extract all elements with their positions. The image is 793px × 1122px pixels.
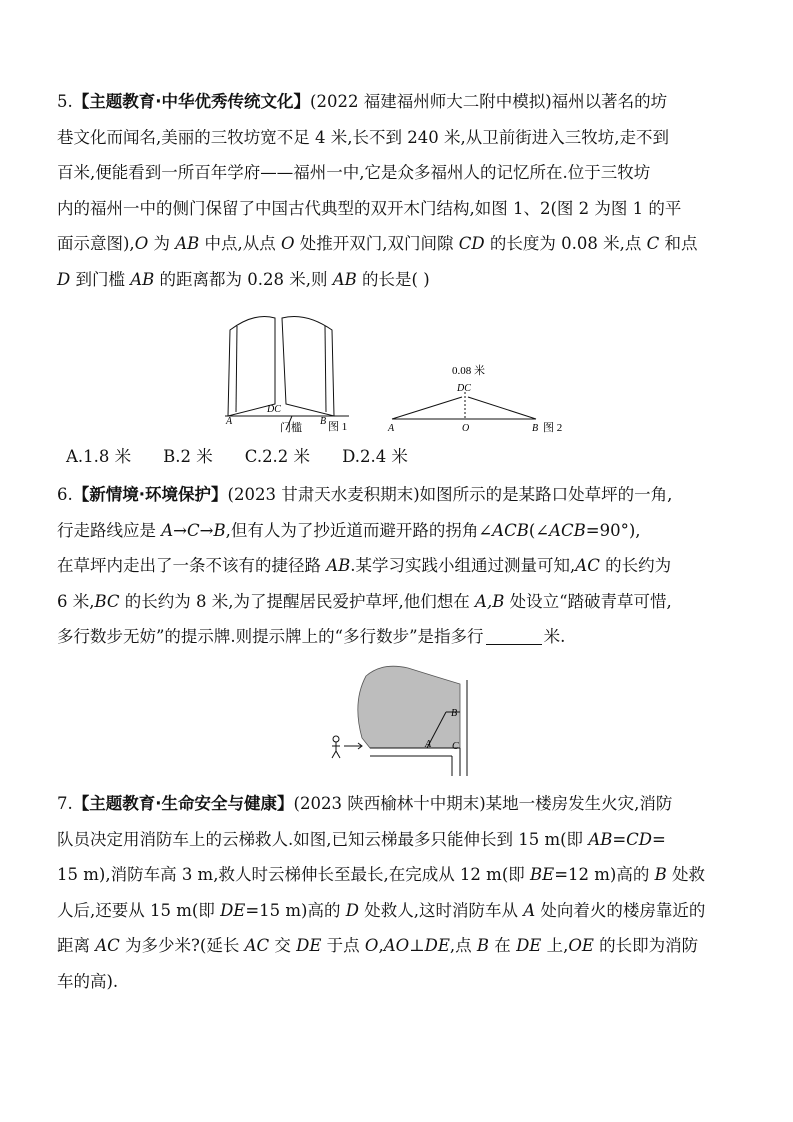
q7-var: DE bbox=[296, 936, 322, 955]
fig2-caption: 图 2 bbox=[543, 422, 563, 434]
fig2-label-gap: 0.08 米 bbox=[452, 365, 485, 377]
q6-text: 如图所示的是某路口处草坪的一角, bbox=[419, 485, 673, 504]
q7-var: O bbox=[364, 936, 379, 955]
fig1-caption: 图 1 bbox=[328, 421, 348, 433]
q7-text: =12 m)高的 bbox=[554, 865, 655, 884]
q7-text: 于点 bbox=[321, 936, 365, 955]
q5-text: 和点 bbox=[659, 234, 698, 253]
q5-var: AB bbox=[175, 234, 200, 253]
q6-source: (2023 甘肃天水麦积期末) bbox=[227, 485, 420, 504]
q5-option-d[interactable]: D.2.4 米 bbox=[342, 447, 408, 466]
q7-var: DE bbox=[220, 900, 246, 920]
q7-text: =15 m)高的 bbox=[245, 900, 346, 920]
q6-fig-label-c: C bbox=[452, 741, 459, 752]
q5-text: 福州以著名的坊 bbox=[551, 92, 668, 111]
q6-number: 6. bbox=[57, 485, 73, 504]
q5-figure-1 bbox=[222, 308, 362, 438]
q7-text: , bbox=[378, 936, 384, 955]
q7-text: 某地一楼房发生火灾,消防 bbox=[485, 794, 673, 813]
q5-text: 到门槛 bbox=[70, 269, 131, 289]
fig2-label-dc: DC bbox=[457, 383, 471, 394]
q5-var: O bbox=[281, 234, 295, 253]
q5-line-2: 巷文化而闻名,美丽的三牧坊宽不足 4 米,长不到 240 米,从卫前街进入三牧坊,走不到 bbox=[57, 127, 669, 147]
q6-text: =90°), bbox=[585, 520, 641, 540]
q6-line-5 bbox=[57, 619, 739, 655]
q6-text: 多行数步无妨”的提示牌.则提示牌上的“多行数步”是指多行 bbox=[57, 627, 484, 646]
q7-var: AC bbox=[95, 936, 120, 955]
q6-text: (∠ bbox=[528, 520, 550, 540]
q5-var: AB bbox=[130, 269, 155, 289]
q5-text: 中点,从点 bbox=[199, 234, 282, 253]
q7-var: BE bbox=[530, 865, 555, 884]
q7-text: 交 bbox=[269, 936, 297, 955]
q7-var: A bbox=[523, 900, 536, 920]
fig2-label-b: B bbox=[532, 423, 539, 434]
q6-var: A,B bbox=[475, 591, 505, 611]
q7-var: AB=CD= bbox=[588, 829, 666, 849]
q7-text: 为多少米?(延长 bbox=[119, 936, 245, 955]
q7-var: OE bbox=[568, 936, 594, 955]
q5-option-b[interactable]: B.2 米 bbox=[163, 447, 213, 466]
q5-var: D bbox=[57, 269, 71, 289]
q6-var: BC bbox=[94, 591, 120, 611]
q6-text: 的长约为 8 米,为了提醒居民爱护草坪,他们想在 bbox=[119, 591, 476, 611]
q6-text: 的长约为 bbox=[599, 556, 672, 575]
q5-line-6 bbox=[57, 262, 739, 298]
q6-var: AB bbox=[326, 556, 351, 575]
fig1-label-dc: DC bbox=[267, 404, 281, 415]
q7-line-4 bbox=[57, 893, 739, 929]
q5-line-4: 内的福州一中的侧门保留了中国古代典型的双开木门结构,如图 1、2(图 2 为图 1 的平 bbox=[57, 198, 682, 218]
q5-text: 处推开双门,双门间隙 bbox=[294, 234, 459, 253]
q7-source: (2023 陕西榆林十中期末) bbox=[293, 794, 486, 813]
q5-text: 的长度为 0.08 米,点 bbox=[484, 234, 647, 253]
q6-text: 6 米, bbox=[57, 591, 95, 611]
q7-var: B bbox=[654, 865, 667, 884]
fig2-label-o: O bbox=[462, 423, 470, 434]
q7-var: AO⊥DE bbox=[383, 936, 450, 955]
q5-line-3: 百米,便能看到一所百年学府——福州一中,它是众多福州人的记忆所在.位于三牧坊 bbox=[57, 163, 651, 182]
q7-text: 15 m),消防车高 3 m,救人时云梯伸长至最长,在完成从 12 m(即 bbox=[57, 865, 531, 884]
q5-text: 的长是( ) bbox=[356, 269, 430, 289]
q7-var: DE bbox=[516, 936, 542, 955]
q7-tag: 【主题教育·生命安全与健康】 bbox=[72, 794, 294, 813]
q6-var: ACB bbox=[492, 520, 529, 540]
q6-figure bbox=[322, 662, 482, 780]
q5-option-a[interactable]: A.1.8 米 bbox=[66, 447, 132, 466]
q5-var: C bbox=[646, 234, 660, 253]
q6-var: ACB bbox=[549, 520, 586, 540]
q5-line-1 bbox=[57, 84, 739, 120]
q6-var: AC bbox=[575, 556, 600, 575]
q7-line-2 bbox=[57, 822, 739, 858]
q5-text: 的距离都为 0.28 米,则 bbox=[154, 269, 333, 289]
q6-tag: 【新情境·环境保护】 bbox=[72, 485, 228, 504]
q5-option-c[interactable]: C.2.2 米 bbox=[244, 447, 311, 466]
q5-var: AB bbox=[332, 269, 357, 289]
question-6 bbox=[57, 477, 739, 655]
q5-figure-2 bbox=[384, 362, 574, 438]
q6-text: 行走路线应是 bbox=[57, 520, 162, 540]
question-5 bbox=[57, 84, 739, 297]
q5-tag: 【主题教育·中华优秀传统文化】 bbox=[72, 92, 311, 111]
q7-var: AC bbox=[244, 936, 270, 955]
q7-text: 人后,还要从 15 m(即 bbox=[57, 900, 221, 920]
q7-line-1 bbox=[57, 786, 739, 822]
q7-line-5 bbox=[57, 928, 739, 964]
q7-text: 队员决定用消防车上的云梯救人.如图,已知云梯最多只能伸长到 15 m(即 bbox=[57, 829, 589, 849]
q6-line-3 bbox=[57, 548, 739, 584]
q7-line-6: 车的高). bbox=[57, 971, 119, 991]
q5-var: O bbox=[134, 234, 149, 253]
q5-text: 面示意图), bbox=[57, 234, 135, 253]
q6-fig-label-a: A bbox=[425, 739, 432, 750]
q5-number: 5. bbox=[57, 92, 73, 111]
q6-var: A→C→B bbox=[161, 520, 226, 540]
q6-text: ,但有人为了抄近道而避开路的拐角∠ bbox=[225, 520, 493, 540]
q5-text: 为 bbox=[148, 234, 176, 253]
q5-options bbox=[66, 439, 748, 475]
q7-line-3 bbox=[57, 857, 739, 893]
q6-line-1 bbox=[57, 477, 739, 513]
q7-text: 处救人,这时消防车从 bbox=[358, 900, 524, 920]
q5-line-5 bbox=[57, 226, 739, 262]
q6-line-2 bbox=[57, 513, 739, 549]
question-7 bbox=[57, 786, 739, 999]
q6-text: .某学习实践小组通过测量可知, bbox=[350, 556, 576, 575]
q6-text: 处设立“踏破青草可惜, bbox=[504, 591, 672, 611]
q7-text: 距离 bbox=[57, 936, 96, 955]
q6-line-4 bbox=[57, 584, 739, 620]
q5-var: CD bbox=[458, 234, 485, 253]
q7-text: 的长即为消防 bbox=[593, 936, 699, 955]
fig2-label-a: A bbox=[388, 423, 395, 434]
q7-var: D bbox=[345, 900, 359, 920]
q5-source: (2022 福建福州师大二附中模拟) bbox=[310, 92, 552, 111]
fig1-label-a: A bbox=[226, 416, 233, 427]
q6-answer-blank[interactable] bbox=[486, 626, 542, 645]
q6-text: 米. bbox=[543, 627, 566, 646]
q7-text: 上, bbox=[541, 936, 569, 955]
q7-text: 处救 bbox=[666, 865, 705, 884]
q7-var: B bbox=[476, 936, 490, 955]
q7-text: 在 bbox=[489, 936, 517, 955]
q7-text: 处向着火的楼房靠近的 bbox=[535, 900, 706, 920]
q6-fig-label-b: B bbox=[451, 708, 458, 719]
q7-text: ,点 bbox=[449, 936, 477, 955]
q7-number: 7. bbox=[57, 794, 73, 813]
fig1-label-b: B bbox=[320, 416, 327, 427]
fig1-label-threshold: 门槛 bbox=[280, 422, 302, 434]
q6-text: 在草坪内走出了一条不该有的捷径路 bbox=[57, 556, 327, 575]
